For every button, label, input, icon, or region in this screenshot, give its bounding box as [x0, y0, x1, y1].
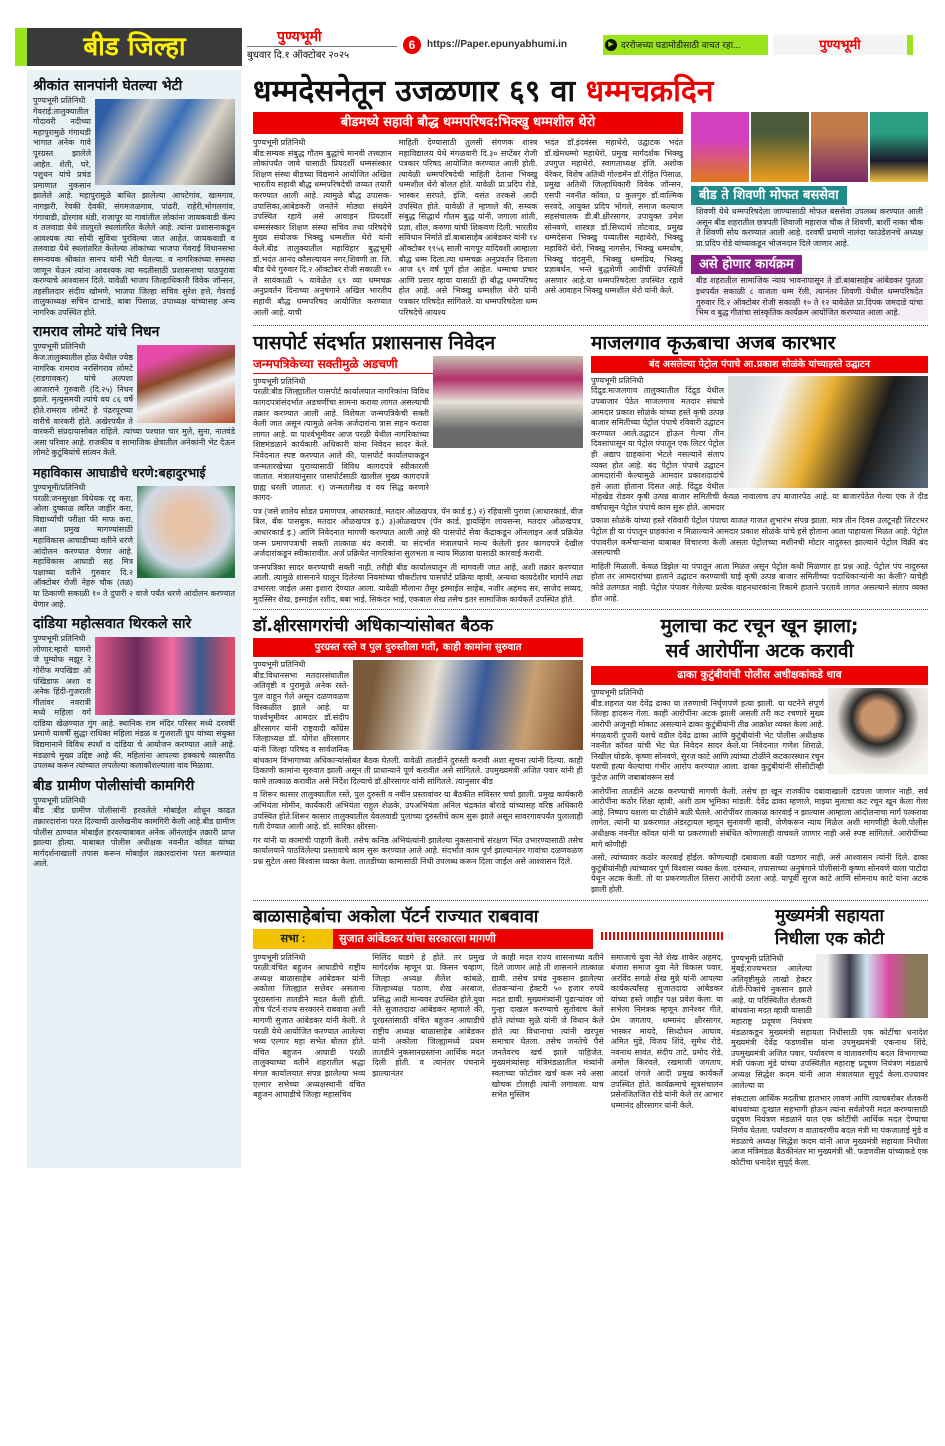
section-banner — [15, 28, 242, 66]
row-2 — [253, 330, 928, 605]
masthead — [15, 28, 930, 66]
article-headline: महाविकास आघाडीचे धरणे:बहादुरभाई — [33, 465, 206, 480]
murder-col-1: पुण्यभूमी प्रतिनिधी बीड:शहरात यश देवेंद्र ढाका या तरुणाची निर्घृणपणे हत्या झाली. या घटनेने संपूर्ण जिल्हा हादरून गेला. काही आरोपींना अटक झाली असली तरी कट रचणारे मुख्य आरोपी अजूनही मोकाट असल्याने ढाका कुटुंबीयांनी तीव्र आक्रोश व्यक्त केला आहे. मंगळवारी दुपारी यशचे वडील देवेंद्र ढाका आणि कुटुंबीयांनी भेट पोलीस अधीक्षक नवनीत कॉवत यांची भेट घेत निवेदन सादर केले.या निवेदनात गणेश शिराळे, निखील घोडके, कृष्णा सोनवणे, सुरज काटे आणि त्यांच्या टोळीने कटकारस्थान रचून यशची हत्या केल्याचा गंभीर आरोप करण्यात आला. ढाका कुटुंबीयांनी सीसीटीव्ही फुटेज आणि जबाबांवरून सर्व — [591, 688, 928, 783]
box-body: बीड शहरातील सामाजिक न्याय भावनापासून ते डॉ.बाबासाहेब आंबेडकर पुतळा इथपर्यंत सकाळी ८ वाजता धम्म रॅली, त्यानंतर शिवणी येथील धम्मपरिषदेत गुरुवार दि.२ ऑक्टोबर रोजी सकाळी १० ते १२ यावेळेत प्रा.दिपक जमदाडे यांचा भिम व बुद्ध गीतांचा सांस्कृतिक कार्यक्रम आयोजित करण्यात आला आहे. — [691, 274, 928, 320]
photo-guest — [870, 112, 928, 182]
majalgaon-col-1: पुण्यभूमी प्रतिनिधी दिंद्रुड:माजलगाव तालुक्यातील दिंद्रुड येथील उपबाजार पेठेत माजलगाव मतदार संघाचे आमदार प्रकाश सोळंके यांच्या हस्ते कृषी उत्पन्न बाजार समितीच्या पेट्रोल पंपाचे रविवारी उद्घाटन करण्यात आले.उद्घाटन होऊन गेल्या तीन दिवसांपासून या पेट्रोल पंपातून एक लिटर पेट्रोल ही अद्याप ग्राहकांना भेटले नसल्याने संताप व्यक्त होत आहे. बंद पेट्रोल पंपाचे उद्घाटन आमदारांनी केल्यामुळे आमदार प्रकाशदादांचे हसे आता होताना दिसत आहे. दिंद्रुड येथील मोहखेड रोडवर कृषी उत्पन्न बाजार समितीची केवळ नावालाच उप बाजारपेठ आहे. या बाजारपेठेत गेल्या एक ते दीड वर्षापासून पेट्रोल पंपाचे काम सुरू होते. आमदार — [591, 375, 928, 512]
article-mva — [33, 463, 235, 610]
article-sanap — [33, 76, 235, 318]
cmfund-col-1: पुण्यभूमी प्रतिनिधी मुंबई:राज्यभरात आलेल्या अतिवृष्टीमुळे लाखो हेक्टर शेती-पिकांचे नुकसान झाले आहे. या परिस्थितीत शेतकरी बांधवांना मदत व्हावी यासाठी महाराष्ट्र प्रदूषण नियंत्रण मंडळाकडून मुख्यमंत्री सहायता निधीसाठी एक कोटींचा धनादेश मुख्यमंत्री देवेंद्र फडणवीस यांना उपमुख्यमंत्री एकनाथ शिंदे, उपमुख्यमंत्री अजित पवार, पर्यावरण व वातावरणीय बदल विभागाच्या मंत्री पंकजा मुंडे यांच्या उपस्थितीत महाराष्ट्र प्रदूषण नियंत्रण मंडळाचे अध्यक्ष सिद्धेश कदम यांनी आज मंत्रालयात सुपूर्द केला.राज्यावर आलेल्या या — [731, 953, 928, 1090]
kshirsagar-headline: डॉ.क्षीरसागरांची अधिकाऱ्यांसोबत बैठक — [253, 616, 494, 637]
murder-headline — [591, 614, 928, 664]
program-box — [691, 255, 928, 320]
passport-col-2: पत्र (जसे शालेय सोडत प्रमाणपत्र, आधारकार्ड, मतदार ओळखपत्र, पॅन कार्ड इ.) २) रहिवासी पुरावा (आधारकार्ड, वीज बिल, बँक पासबुक, मतदार ओळखपत्र इ.) ३)ओळखपत्र (पॅन कार्ड, ड्रायव्हिंग लायसन्स, मतदार ओळखपत्र, आधारकार्ड इ.) आणि निवेदनात मागणी करण्यात आली आहे की पासपोर्ट सेवा केंद्राकडून ऑनलाइन अर्ज प्रक्रियेत जन्म प्रमाणपत्राची सक्ती तात्काळ बंद करावी. या संदर्भात मंत्रालयाने मान्य केलेली इतर कागदपत्रे देखील अर्जदारांकडून स्वीकारावीत. अर्ज प्रक्रियेत नागरिकांना सुलभता व न्याय मिळावा यासाठी कारवाई करावी. — [253, 506, 583, 559]
photo-monk-1 — [691, 112, 749, 182]
photo-dandiya — [95, 637, 235, 715]
photo-passport-office — [433, 356, 583, 448]
article-headline: बीड ग्रामीण पोलीसांची कामगिरी — [33, 777, 195, 794]
article-dandiya — [33, 614, 235, 772]
murder-section — [591, 614, 928, 895]
murder-col-2: आरोपींना तातडीने अटक करण्याची मागणी केली. तसेच हा खून राजकीय दबावाखाली दडपला जाणार नाही, सर्व आरोपींना कठोर शिक्षा व्हावी, अशी ठाम भूमिका मांडली. देवेंद्र ढाका म्हणाले, माझ्या मुलाचा कट रचून खून केला गेला आहे. निष्पाप यशला या टोळीने बळी घेतले. आरोपींवर तात्काळ कारवाई न झाल्यास आम्हाला आंदोलनाचा मार्ग पत्करावा लागेल. त्यांनी या प्रकरणात अंडरट्रायल म्हणून सुनावणी व्हावी, जेणेकरून न्याय मिळेल अशी मागणीही केली.पोलीस अधीक्षक नवनीत कॉवत यांनी या प्रकरणाशी संबंधित कोणालाही वाचवले जाणार नाही असे स्पष्ट सांगितले. आरोपींच्या मागे कोणीही — [591, 786, 928, 849]
photo-victim — [828, 688, 928, 774]
photo-monk-3 — [811, 112, 869, 182]
lead-photos — [691, 112, 928, 182]
row-4 — [253, 905, 928, 1169]
row-3 — [253, 614, 928, 895]
majalgaon-col-3: माहिती मिळाली. केवळ डिझेल या पंपातून आता मिळत असून पेट्रोल कधी मिळणार हा प्रश्न आहे. पेट्रोल पंप नादुरुस्त होता तर आमदारांच्या हाताने उद्घाटन करण्याची घाई कृषी उत्पन्न बाजार समितीच्या पदाधिकाऱ्यांनी का केली? याचेही कोडे उलगडत नाही. पेट्रोल पंपावर गेलेल्या प्रत्येक वाहनधारकांना रिकामे हाताने परतावे लागत असल्याने संताप व्यक्त होत आहे. — [591, 561, 928, 603]
lead-headline-red: धम्मचक्रदिन — [585, 74, 714, 109]
article-rural-police — [33, 776, 235, 870]
article-lomate — [33, 322, 235, 459]
cmfund-headline — [731, 905, 928, 951]
byline: पुण्यभूमी प्रतिनिधी — [253, 660, 306, 670]
mini-paper-badge — [773, 35, 913, 55]
passport-col-3: जन्मपत्रिका सादर करण्याची सक्ती नाही, तरीही बीड कार्यालयातून ती मागवली जात आहे, अशी तक्रार करण्यात आली. त्यामुळे शासनाने घालून दिलेल्या नियमांच्या चौकटीतच पासपोर्ट प्रक्रिया व्हावी, अन्यथा कायदेशीर मार्गाने लढा उभारला जाईल असा इशारा देण्यात आला. यावेळी मौलाना तैमूर इस्माईल साहेब, नजीर अहमद सर, साजेद सय्यद, मुदस्सिर शेख, इस्माईल रशीद, बबा भाई, सिकंदर भाई, एकबाल शेख तसेच इतर सामाजिक कार्यकर्ते उपस्थित होते. — [253, 562, 583, 604]
byline: पुण्यभूमी प्रतिनिधी — [33, 795, 86, 805]
page-body — [27, 70, 928, 1168]
issue-date: बुधवार दि.१ ऑक्टोबर २०२५ — [247, 50, 350, 61]
strap-label: सभा : — [253, 929, 333, 949]
byline: पुण्यभूमी प्रतिनिधी — [591, 688, 644, 698]
cmfund-headline-line-1: मुख्यमंत्री सहायता — [775, 905, 884, 926]
photo-lomate — [137, 345, 235, 423]
murder-strap: ढाका कुटुंबीयांची पोलीस अधीक्षकांकडे धाव — [591, 666, 928, 685]
akola-col-1: परळी:वंचित बहुजन आघाडीचे राष्ट्रीय अध्यक्ष बाळासाहेब आंबेडकर यांनी अकोला जिल्ह्यात सत्तेवर असताना पूरग्रस्तांना तातडीने मदत केली होती. तोच पॅटर्न राज्य सरकारने राबवावा अशी मागणी सुजात आंबेडकर यांनी केली. ते परळी येथे आयोजित करण्यात आलेल्या भव्य एल्गार महा सभेत बोलत होते. वंचित बहुजन आघाडी परळी तालुक्याच्या वतीने शहरातील श्रद्धा मंगल कार्यालयात संपन्न झालेल्या भव्य एल्गार सभेच्या अध्यक्षस्थानी वंचित बहुजन आघाडीचे जिल्हा महासचिव — [253, 963, 366, 1100]
bus-service-box — [691, 186, 928, 251]
lead-strap: बीडमध्ये सहावी बौद्ध धम्मपरिषद:भिक्खु धम्मशील थेरो — [253, 112, 683, 134]
lead-headline — [253, 72, 928, 112]
kshirsagar-col-3: गर यांनी या कामांची पाहणी केली. तसेच कनिष्ठ अभियंत्यांनी झालेल्या नुकसानाचे संरक्षण भिंत उभारण्यासाठी तसेच कार्यालयाने पाठविलेल्या प्रस्तावाचे काम सुरू करण्यात आले आहे. संदर्भात काम पूर्ण झाल्यानंतर गावांचा दळणवळण प्रश्न सुटेल असा विश्वास व्यक्त केला. तातडीच्या कामासाठी निधी उपलब्ध करून दिला जाईल असे आश्वासन दिले. — [253, 835, 583, 866]
akola-body — [253, 953, 723, 1112]
article-headline: रामराव लोमटे यांचे निधन — [33, 324, 160, 341]
majalgaon-strap: बंद असलेल्या पेट्रोल पंपाचे आ.प्रकाश सोळंके यांच्याहस्ते उद्घाटन — [591, 356, 928, 373]
murder-headline-line-2: सर्व आरोपींना अटक करावी — [665, 640, 854, 663]
akola-headline: बाळासाहेबांचा अकोला पॅटर्न राज्यात राबवावा — [253, 906, 539, 927]
kshirsagar-col-2: व शिरूर कासार तालुक्यातील रस्ते, पुल दुरुस्ती व नवीन प्रस्तावांवर या बैठकीत सविस्तर चर्चा झाली. प्रमुख कार्यकारी अभियंता मोमीन, कार्यकारी अभियंता राहुल शेळके, उपअभियंता अनिल चंद्रकांत बोराडे यांच्यासह वरिष्ठ अधिकारी उपस्थित होते.शिरूर कासार तालुक्यातील येवलवाडी पुलाच्या दुरुस्तीचे काम सुरू झाले असून सावरगावपर्यंत पुलालाही गती देण्यात आली आहे. डॉ. सारिका क्षीरसा- — [253, 790, 583, 832]
article-body: केज:तालुक्यातील होळ येथील ज्येष्ठ नागरिक रामराव नरसिंगराव लोमटे (राडगावकर) यांचे अल्पशा आजाराने गुरुवारी (दि.२५) निधन झाले. मृत्युसमयी त्यांचे वय ८६ वर्षे होते.रामराव लोमटे हे पंढरपूरच्या वारीचे वारकरी होते. अखेरपर्यंत ते वारकरी संप्रदायासोबत राहिले. त्यांच्या पश्चात चार मुले, सुना, नातवंडे असा परिवार आहे. राजकीय व सामाजिक क्षेत्रातील अनेकांनी भेट देऊन लोमटे कुटुंबियांचे सांत्वन केले. — [33, 353, 235, 458]
majalgaon-headline: माजलगाव कृऊबाचा अजब कारभार — [591, 331, 836, 354]
majalgaon-col-2: प्रकाश सोळंके यांच्या हस्ते रविवारी पेट्रोल पंपाचा वाजत गाजत शुभारंभ संपन्न झाला. मात्र तीन दिवस उलटूनही लिटरभर पेट्रोल ही या पंपातून ग्राहकांना न मिळाल्याने आमदार प्रकाश सोळंके यांचे हसे होताना आता पाहायला मिळत आहे. पेट्रोल पंपावरील कर्मचाऱ्यांना याबाबत विचारणा केली असता पेट्रोलच्या मशीनची मोटार नादुरुस्त झाल्याने पेट्रोल विक्री बंद असल्याची — [591, 516, 928, 558]
photo-flood-visit — [95, 99, 235, 185]
ticker-text: दररोजच्या घडामोडीसाठी वाचत रहा... — [621, 40, 741, 50]
cmfund-section — [731, 905, 928, 1169]
akola-col-4: समाजाचे युवा नेते शेख शाकेर अहमद, बंजारा समाज युवा नेते विकास पवार, अरविंद सगळे शेख मुन्ने यांनी आपल्या कार्यकर्त्यांसह सुजातदादा आंबेडकर यांच्या हस्ते जाहीर पक्ष प्रवेश केला. या सभेला निमंत्रक म्हणून ज्ञानेश्वर गीते, प्रेम जगताप, धम्मानंद क्षीरसागर, भास्कर मायदे, सिध्दोधन आघाव, अमित मुंडे, विजय शिंदे, सुमेध रोडे, नवनाथ सावंत, संदीप ताटे, प्रमोद रोडे, अमोल किरवले, रखमाजी जगताप, आदर्श जंगले आदी प्रमुख कार्यकर्ते उपस्थित होते. कार्यक्रमाचे सूत्रसंचालन प्रसेनजितजित रोडे यांनी केले तर आभार धम्मानंद क्षीरसागर यांनी केले. — [610, 952, 723, 1110]
badge-brand: पुण्यभूमी — [819, 37, 861, 52]
box-body: शिवणी येथे धम्मपरिषदेला जाण्यासाठी मोफत बससेवा उपलब्ध करण्यात आली असून बीड शहरातील छत्रपती शिवाजी महाराज चौक ते शिवणी, बार्शी नाका चौक ते शिवणी सोय करण्यात आली आहे. दरवर्षी प्रमाणे नालंदा फाउंडेशनचे अध्यक्ष प्रा.प्रदिप रोडे यांच्याकडून भोजनदान दिले जाणार आहे. — [691, 205, 928, 251]
byline: पुण्यभूमी प्रतिनिधी — [253, 376, 306, 386]
passport-strap: जन्मपत्रिकेच्या सक्तीमुळे अडचणी — [253, 356, 583, 374]
byline: पुण्यभूमी/प्रतिनिधी — [33, 483, 86, 492]
lead-col-3: भदंत डॉ.इंदवंस्स महाथेरो, उद्घाटक भदंत डॉ.खेमधम्मो महाथेरो, प्रमुख मार्गदर्शक भिक्खु उपगुप्त महाथेरो, स्वागताध्यक्ष इंजि. अशोक येरेकर, विशेष अतिथी गोल्डमॅन डॉ.रोहित पिसाळ, प्रमुख अतिथी जिल्हाधिकारी विवेक जॉन्सन, एसपी नवनीत कॉवत, प्र कुलगुरु डॉ.वाल्मिक सरवदे, आयुक्त प्रदिप भोगले, समाज कल्याण सहसंचालक डी.बी.क्षीरसागर, उपायुक्त उमेश सोनवणे, शास्त्रज्ञ डॉ.सिध्दार्थ तोटवाड, प्रमुख धम्मदेसना भिक्खु पय्यातीस महाथेरो, भिक्खु महाविरो थेरो, भिक्खु नागसेन, भिक्खु धम्मधोष, भिक्खु चंदमुनी, भिक्खु धम्मप्रिय, भिक्खु प्रज्ञाबर्धन, भन्ते बुद्धशेणी आदींची उपस्थिती असणार आहे.या धम्मपरिषदेला उपस्थित रहावे असे आवाहन भिक्खु धम्मशील थेरो यांनी केले. — [544, 138, 684, 296]
article-body: लोणार:म्हारो घागरो जे घुम्योफ मझूर रे गोरीफ मपखिडा ओ पंखिडाफ अशा व अनेक हिंदी-गुजराती गीतांवर नवरात्री मध्ये महिला वर्ग दांडिया खेळण्यात गुंग आहे. स्थानिक राम मंदिर परिसर मध्ये दरवर्षी प्रमाणे यावर्षी सुद्धा राधिका महिला मंडळ व गुजराती ग्रुप यांच्या संयुक्त विद्यमानाने विविध स्पर्धा व दांडिया चे आयोजन करण्यात आले आहे. मंडळाचे मुख्य उद्दिष्ट आहे की, महिलांना आपल्या हक्काचे व्यासपीठ उपलब्ध करून त्यांच्यात लपलेल्या कलाकौशल्याला वाव मिळावा. — [33, 644, 235, 771]
kshirsagar-section — [253, 614, 583, 867]
murder-headline-line-1: मुलाचा कट रचून खून झाला; — [660, 615, 859, 638]
passport-section — [253, 330, 583, 605]
kshirsagar-strap: पुरग्रस्त रस्ते व पुल दुरुस्तीला गती, काही कामांना सुरुवात — [253, 638, 583, 657]
article-body: परळी:जनसुरक्षा विधेयक रद्द करा, ओला दुष्काळ त्वरित जाहीर करा, विद्यार्थ्यांची परीक्षा फी माफ करा, अशा प्रमुख मागण्यांसाठी महाविकास आघाडीच्या वतीने धरणे आंदोलन करण्यात येणार आहे. महाविकास आघाडी सह मित्र पक्षाच्या वतीने गुरुवार दि.२ ऑक्टोबर रोजी नेहरु चौक (तळ) या ठिकाणी सकाळी १० ते दुपारी २ वाजे पर्यंत धरणे आंदोलन करण्यात येणार आहे. — [33, 493, 235, 609]
left-column — [27, 70, 241, 1168]
passport-headline: पासपोर्ट संदर्भात प्रशासनास निवेदन — [253, 331, 496, 354]
byline: पुण्यभूमी प्रतिनिधी — [33, 96, 86, 105]
section-title: बीड जिल्हा — [83, 32, 186, 62]
photo-petrol-inauguration — [728, 376, 928, 488]
cmfund-headline-line-2: निधीला एक कोटी — [774, 928, 885, 949]
photo-monk-2 — [751, 112, 809, 182]
article-body: बीड :बीड ग्रामीण पोलीसांनी हरवलेले मोबाईल शोधून काढत तक्रारदारांना परत दिल्याची उल्लेखनीय कामगिरी केली आहे.बीड ग्रामीण पोलीस ठाण्यात मोबाईल हरवल्याबाबत अनेक ऑनलाईन तक्रारी प्राप्त झाल्या होत्या. याबाबत पोलीस अधीक्षक नवनीत कॉवत यांच्या मार्गदर्शनाखाली तपास करून मोबाईल तक्रारदारांना परत करण्यात आले. — [33, 806, 235, 869]
lead-body — [253, 138, 683, 318]
akola-strap — [253, 929, 723, 949]
akola-section — [253, 905, 723, 1112]
lead-headline-black: धम्मदेसनेतून उजळणार ६९ वा — [253, 74, 576, 109]
murder-col-3: असो, त्यांच्यावर कठोर कारवाई होईल. कोणत्याही दबावाला बळी पडणार नाही, असे आश्वासन त्यांनी दिले. ढाका कुटुंबीयांनीही त्यांच्यावर पूर्ण विश्वास व्यक्त केला. दरम्यान, तपासाच्या अनुषंगाने पोलीसांनी कृष्णा सोनवणे याला पाटोदा येथून अटक केली. तो या प्रकरणातील तिसरा आरोपी ठरला आहे. यापूर्वी सुरज काटे आणि सोमनाथ काटे यांना अटक झाली होती. — [591, 853, 928, 894]
strap-text: सुजात आंबेडकर यांचा सरकारला मागणी — [333, 929, 593, 949]
lead-col-2: माहिती देण्यासाठी तुलसी संगणक शास्त्र महाविद्यालय येथे मंगळवारी दि.३० सप्टेंबर रोजी पत्रकार परिषद आयोजित करण्यात आली होती. त्यावेळी धम्मपरिषदेची माहिती देताना भिक्खु धम्मशील थेरो बोलत होते. यावेळी प्रा.प्रदिप रोडे, भास्कर सरपते, इंजि. वसंत तरकसे आदी उपस्थित होते. यावेळी ते म्हणाले की, सम्यक संबुद्ध सिद्धार्थ गौतम बुद्ध यांनी, जगाला शांती, प्रज्ञा, शील, करुणा यांची शिकवण दिली. भारतीय संविधान निर्माते डॉ.बाबासाहेब आंबेडकर यांनी १४ ऑक्टोबर १९५६ साली नागपूर यादिवशी आम्हाला बौद्ध धम्म दिला.त्या धम्मचक्र अनुप्रवर्तन दिनाला आज ६९ वर्ष पूर्ण होत आहेत. धम्माचा प्रचार आणि प्रसार व्हावा यासाठी ही बौद्ध धम्मपरिषद होत आहे. असे भिक्खु धम्मशील थेरो यांनी पत्रकार परिषदेत सांगितले. या धम्मपरिषदेला धम्म परिषदेचे आयश्य — [398, 138, 538, 317]
akola-col-2: मिलिंद घाडगे हे होते. तर प्रमुख मार्गदर्शक म्हणून प्रा. किसन चव्हाण, जिल्हा अध्यक्ष शैलेश कांबळे, जिल्हाध्यक्ष पठाण, शेख अरबाज, प्रसिद्ध आदी मान्यवर उपस्थित होते.युवा नेते सुजातदादा आंबेडकर म्हणाले की, पूरग्रस्तांसाठी वंचित बहुजन आघाडीचे राष्ट्रीय अध्यक्ष बाळासाहेब आंबेडकर यांनी अकोला जिल्ह्यामध्ये प्रथम तातडीने नुकसानग्रस्तांना आर्थिक मदत दिली होती. व त्यानंतर पंचनामे झाल्यानंतर — [372, 952, 485, 1079]
byline: पुण्यभूमी प्रतिनिधी — [591, 375, 644, 385]
page-number: 6 — [403, 36, 421, 54]
ticker[interactable] — [603, 35, 768, 55]
majalgaon-section — [591, 330, 928, 604]
byline: पुण्यभूमी प्रतिनिधी — [33, 634, 86, 644]
passport-col-1: पुण्यभूमी प्रतिनिधी परळी:बीड जिल्ह्यातील पासपोर्ट कार्यालयात नागरिकांना विविध कागदपत्रांसंदर्भात अडचणींचा सामना करावा लागत असल्याची तक्रार करण्यात आली आहे. विशेषतः जन्मपत्रिकेची सक्ती केली जात असून त्यामुळे अनेक अर्जदारांना त्रास सहन करावा लागत आहे. या पार्श्वभूमीवर आज परळी येथील नागरिकांच्या शिष्टमंडळाने कार्यकारी अधिकारी यांना निवेदन सादर केले. निवेदनात स्पष्ट करण्यात आले की, पासपोर्ट कार्यालयाकडून जन्मतारखेच्या पुराव्यासाठी विविध कागदपत्रे स्वीकारली जातात. मंत्रालयानुसार पासपोर्टसाठी खालील मुख्य कागदपत्रे ग्राह्य धरली जातात: १) जन्मतारीख व वय सिद्ध करणारे कागद- — [253, 376, 429, 503]
byline: पुण्यभूमी प्रतिनिधी — [253, 952, 306, 962]
photo-meeting — [353, 660, 583, 750]
right-area — [253, 70, 928, 1168]
byline: पुण्यभूमी प्रतिनिधी — [33, 342, 86, 352]
site-url[interactable]: https://Paper.epunyabhumi.in — [427, 39, 568, 50]
byline: पुण्यभूमी प्रतिनिधी — [253, 138, 306, 147]
strap-hatch — [601, 932, 723, 940]
play-icon: ▶ — [605, 39, 617, 51]
cmfund-col-2: संकटाला आर्थिक मदतीचा हातभार लावणं आणि त्याचबरोबर शेतकरी बांधवांच्या दुःखात सहभागी होऊन त्यांना सर्वतोपरी मदत करण्यासाठी प्रदूषण नियंत्रण मंडळाने यात एक कोटींची आर्थिक मदत देण्याचा निर्णय घेतला. पर्यावरण व वातावरणीय बदल मंत्री मा पंकजाताई मुंडे व मंडळाचे अध्यक्ष सिद्धेश कदम यांनी आज मुख्यमंत्री सहायता निधीला आज मंत्रिमंडळ बैठकीनंतर मा मुख्यमंत्री श्री. फडणवीस यांच्याकडे एक कोटींचा धनादेश सुपूर्द केला. — [731, 1094, 928, 1167]
byline: पुण्यभूमी प्रतिनिधी — [731, 953, 784, 963]
article-body: गेवराई:तालुक्यातील गोदावरी नदीच्या महापुरामुळे गंगाथडी भागात अनेक गावे पूरग्रस्त झालेले आहेत. शेती, घरे, पशुधन यांचे प्रचंड प्रमाणात नुकसान झालेले आहे. महापुरामुळे बाधित झालेल्या आपटेगांव, खामगाव, नागझरी, रेवकी देवकी, संगमजळगाव, पांढरी, राहेरी,भोगलगांव, गंगावाडी, ढोरगाव धंडी, राजापूर या गावांतील लोकांना जायकवाडी कॅम्प व तलवाडा येथे तात्पुरते स्थलांतरित केलेले आहे. त्यांना प्रशासनाकडून आवश्यक त्या सोयी सुविधा पुरविल्या जात आहेत. जायकवाडी व तलवाडा येथे स्थलांतरित केलेल्या लोकांच्या भाजपा गेवराई विधानसभा समन्वयक श्रीकांत सानप यांनी भेटी घेतल्या. व नागरिकांच्या समस्या जाणून घेऊन त्यांना आवश्यक त्या मदतीसाठी प्रशासनाचा पाठपुरावा करण्याचे आश्वासन दिले. यावेळी भाजप जिल्हाधिकारी विवेक जॉन्सन, तहसीलदार संदीप खोमणे, भाजपा जिल्हा सचिव सुरेश हत्ते, गेवराई तालुकाध्यक्ष सचिन दाभाडे, बाबा पिसाळ, उपाध्यक्ष यांच्यासह अन्य नागरिक उपस्थित होते. — [33, 106, 235, 317]
box-title: बीड ते शिवणी मोफत बससेवा — [691, 186, 847, 205]
lead-col-1: बीड:सम्यक संबुद्ध गौतम बुद्धांचे मानवी तत्त्वज्ञान लोकांपर्यंत जावे यासाठी प्रियदर्शी धम्मसंस्कार शिक्षण संस्था बीडच्या विद्यमाने आयोजित अखिल भारतीय सहावी बौद्ध धम्मपरिषदेची जय्यत तयारी करण्यात आली आहे. त्यामुळे बौद्ध उपासक-उपासिका,आंबेडकरी जनतेने मोठ्या संख्येने उपस्थित रहावे असे आवाहन प्रियदर्शी धम्मसंस्कार शिक्षण संस्था सचिव तथा परिषदेचे मुख्य संयोजक भिक्खु धम्मशील थेरो यांनी केले.बीड तालुक्यातील महाविहार बुद्धभूमी डॉ.भदंत आनंद कौसल्यायन नगर,शिवणी ता. जि. बीड येथे गुरुवार दि.२ ऑक्टोबर रोजी सकाळी १० ते सायंकाळी ५ यावेळेत ६९ व्या धम्मचक्र अनुप्रवर्तन दिनाच्या अनुषंगाने अखिल भारतीय सहावी बौद्ध धम्मपरिषद आयोजित करण्यात आली आहे. याची — [253, 148, 392, 317]
box-title: असे होणार कार्यक्रम — [691, 255, 802, 274]
lead-section — [253, 112, 928, 321]
photo-cheque-handover — [816, 954, 928, 1018]
akola-col-3: जे काही मदत राज्य शासनाच्या वतीने दिले जाणार आहे ती शासनाने तात्काळ द्यावी. तसेच प्रचंड नुकसान झालेल्या शेतकऱ्यांना हेक्टरी ५० हजार रुपये मदत द्यावी. मुख्यमंत्र्यांनी पुढाऱ्यांवर जो गुन्हा दाखल करण्याचे सुतोवाच केले होते त्यांच्या सुळे यांनी जे विधान केले होते त्या विधानाचा त्यांनी खरपूस समाचार घेतला. तसेच जनतेचे पैसे जनतेवरच खर्च झाले पाहिजेत. मुख्यमंत्र्यांसह मंत्रिमंडळातील मंत्र्यांनी स्वतःच्या फोटोवर खर्च करू नये असा खोचक टोलाही त्यांनी लगावला. याच सभेत मुस्लिम — [491, 952, 604, 1100]
kshirsagar-col-1: पुण्यभूमी प्रतिनिधी बीड:विधानसभा मतदारसंघातील अतिवृष्टी व पुरामुळे अनेक रस्ते-पुल वाहून गेले असून दळणवळण विस्कळीत झाले आहे. या पार्श्वभूमीवर आमदार डॉ.संदीप क्षीरसागर यांनी राष्ट्रवादी कॉंग्रेस जिल्हाध्यक्ष डॉ. योगेश क्षीरसागर यांनी जिल्हा परिषद व सार्वजनिक बांधकाम विभागाच्या अधिकाऱ्यांसोबत बैठक घेतली. यावेळी तातडीने दुरुस्ती करावी अशा सूचना त्यांनी दिल्या. काही ठिकाणी कामांना सुरुवात झाली असून ती प्राधान्याने पूर्ण करावीत असे सांगितले. उपमुख्यमंत्री अजित पवार यांनी ही कामे तात्काळ करावीत असे निर्देश दिल्याचे डॉ.क्षीरसागर यांनी सांगितले. त्यानुसार बीड — [253, 660, 583, 786]
photo-bahadurbhai — [137, 486, 235, 578]
article-headline: श्रीकांत सानपांनी घेतल्या भेटी — [33, 78, 183, 94]
brand-logo: पुण्यभूमी — [277, 28, 322, 44]
article-headline: दांडिया महोत्सवात थिरकले सारे — [33, 616, 192, 633]
